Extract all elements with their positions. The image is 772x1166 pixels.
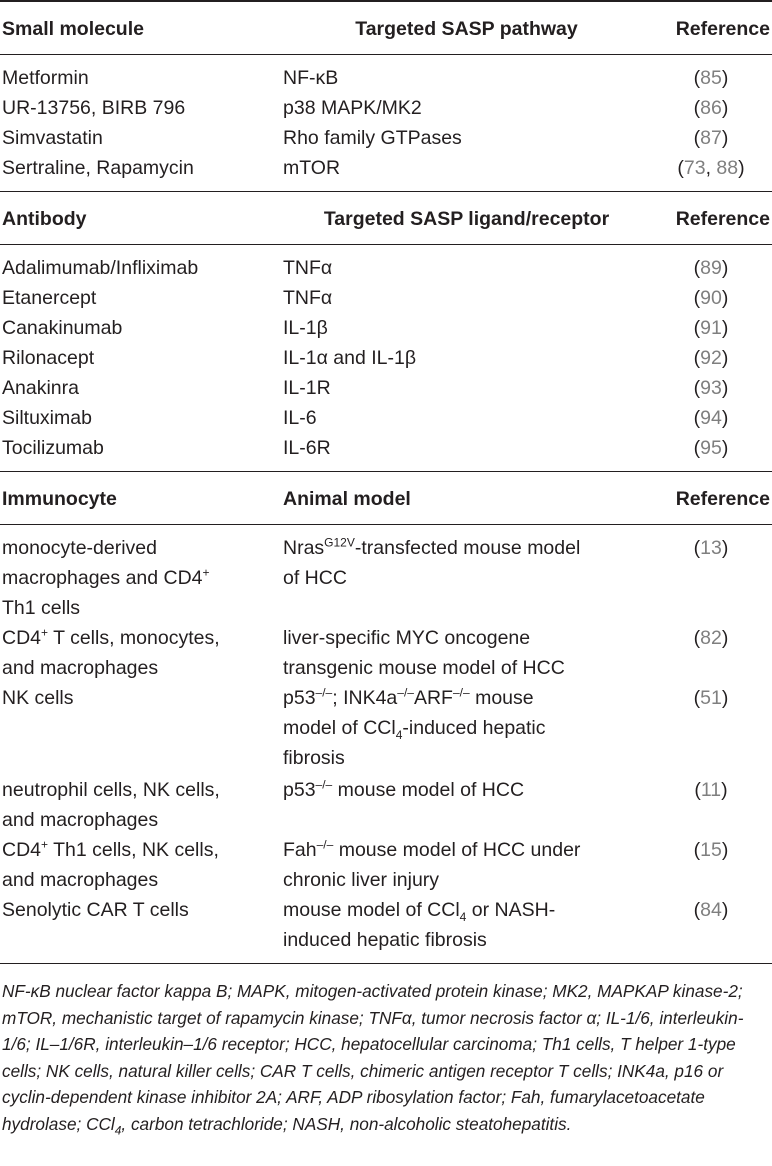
section2-header-row bbox=[0, 192, 772, 245]
row-value: liver-specific MYC oncogene transgenic mouse model of HCC bbox=[283, 627, 565, 679]
reference-link[interactable]: 91 bbox=[700, 317, 722, 339]
row-label: Canakinumab bbox=[2, 317, 123, 339]
reference-link[interactable]: 92 bbox=[700, 347, 722, 369]
reference-link[interactable]: 15 bbox=[700, 839, 722, 861]
row-value: NF-κB bbox=[283, 67, 339, 89]
reference-cell: (94) bbox=[693, 407, 729, 429]
row-label: CD4+ T cells, monocytes, and macrophages bbox=[2, 625, 220, 679]
row-value: p38 MAPK/MK2 bbox=[283, 97, 422, 119]
table-row bbox=[0, 245, 772, 284]
table-row bbox=[0, 775, 772, 835]
header-immunocyte: Immunocyte bbox=[0, 472, 283, 525]
reference-link[interactable]: 84 bbox=[700, 899, 722, 921]
row-value: TNFα bbox=[283, 257, 333, 279]
table-row bbox=[0, 895, 772, 963]
reference-cell: (73, 88) bbox=[650, 153, 772, 192]
header-antibody: Antibody bbox=[0, 192, 283, 245]
row-value: Fah–/– mouse model of HCC under chronic liver injury bbox=[283, 837, 581, 891]
row-label: Metformin bbox=[2, 67, 89, 89]
header-reference: Reference bbox=[650, 192, 772, 245]
reference-cell: (93) bbox=[693, 377, 729, 399]
header-animal-model: Animal model bbox=[283, 472, 650, 525]
row-value: p53–/–; INK4a–/–ARF–/– mouse model of CCl$_4$-induced hepatic fibrosis bbox=[283, 685, 546, 769]
row-value: mouse model of CCl$_4$ or NASH- induced hepatic fibrosis bbox=[283, 899, 556, 951]
row-value: Rho family GTPases bbox=[283, 127, 462, 149]
table-row bbox=[0, 123, 772, 153]
reference-cell: (89) bbox=[693, 257, 729, 279]
reference-cell: (15) bbox=[693, 839, 729, 861]
reference-cell: (11) bbox=[694, 779, 728, 801]
reference-link[interactable]: 94 bbox=[700, 407, 722, 429]
table-row bbox=[0, 623, 772, 683]
reference-link[interactable]: 89 bbox=[700, 257, 722, 279]
header-small-molecule: Small molecule bbox=[0, 1, 283, 55]
reference-cell: (82) bbox=[693, 627, 729, 649]
section1-header-row bbox=[0, 1, 772, 55]
row-value: IL-6R bbox=[283, 433, 650, 472]
header-targeted-pathway: Targeted SASP pathway bbox=[283, 1, 650, 55]
reference-cell: (13) bbox=[693, 537, 729, 559]
reference-cell: (91) bbox=[693, 317, 729, 339]
reference-cell: (95) bbox=[650, 433, 772, 472]
reference-cell: (92) bbox=[693, 347, 729, 369]
row-label: Rilonacept bbox=[2, 347, 95, 369]
table-row bbox=[0, 403, 772, 433]
row-label: CD4+ Th1 cells, NK cells, and macrophages bbox=[2, 837, 219, 891]
row-label: Siltuximab bbox=[2, 407, 92, 429]
row-value: mTOR bbox=[283, 153, 650, 192]
table-row bbox=[0, 343, 772, 373]
reference-link[interactable]: 95 bbox=[700, 437, 722, 459]
row-label: neutrophil cells, NK cells, and macrophages bbox=[2, 779, 220, 831]
reference-link[interactable]: 85 bbox=[700, 67, 722, 89]
reference-cell: (87) bbox=[693, 127, 729, 149]
row-value: p53–/– mouse model of HCC bbox=[283, 777, 525, 801]
row-label: Etanercept bbox=[2, 287, 97, 309]
table-row bbox=[0, 153, 772, 192]
reference-link[interactable]: 13 bbox=[700, 537, 722, 559]
row-label: Anakinra bbox=[2, 377, 79, 399]
table-footnote: NF-κB nuclear factor kappa B; MAPK, mitogen-activated protein kinase; MK2, MAPKAP kinase-2; mTOR, mechanistic target of rapamycin kinase; TNFα, tumor necrosis factor α; IL-1/6, interleukin-1/6; IL–1/6R, interleukin–1/6 receptor; HCC, hepatocellular carcinoma; Th1 cells, T helper 1-type cells; NK cells, natural killer cells; CAR T cells, chimeric antigen receptor T cells; INK4a, p16 or cyclin-dependent kinase inhibitor 2A; ARF, ADP ribosylation factor; Fah, fumarylacetoacetate hydrolase; CCl$_4$, carbon tetrachloride; NASH, non-alcoholic steatohepatitis. bbox=[0, 963, 772, 1137]
section3-header-row bbox=[0, 472, 772, 525]
table-row bbox=[0, 835, 772, 895]
header-reference: Reference bbox=[650, 1, 772, 55]
row-label: Simvastatin bbox=[2, 127, 103, 149]
row-value: TNFα bbox=[283, 287, 333, 309]
reference-cell: (84) bbox=[693, 899, 729, 921]
row-label: UR-13756, BIRB 796 bbox=[2, 97, 186, 119]
reference-link[interactable]: 82 bbox=[700, 627, 722, 649]
reference-link[interactable]: 93 bbox=[700, 377, 722, 399]
row-label: monocyte-derived macrophages and CD4+ Th1 cells bbox=[2, 537, 210, 619]
row-value: IL-6 bbox=[283, 407, 317, 429]
row-label: Senolytic CAR T cells bbox=[2, 899, 189, 921]
table-row bbox=[0, 93, 772, 123]
table-row bbox=[0, 525, 772, 624]
row-label: Sertraline, Rapamycin bbox=[0, 153, 283, 192]
reference-cell: (51) bbox=[693, 687, 729, 709]
table-row bbox=[0, 55, 772, 94]
reference-link[interactable]: 87 bbox=[700, 127, 722, 149]
header-targeted-ligand: Targeted SASP ligand/receptor bbox=[283, 192, 650, 245]
table-row bbox=[0, 433, 772, 472]
row-value: IL-1β bbox=[283, 317, 328, 339]
row-value: IL-1α and IL-1β bbox=[283, 347, 417, 369]
reference-link[interactable]: 73 bbox=[683, 157, 706, 179]
table-row bbox=[0, 313, 772, 343]
reference-link[interactable]: 90 bbox=[700, 287, 722, 309]
reference-link[interactable]: 88 bbox=[716, 157, 739, 179]
row-label: Adalimumab/Infliximab bbox=[2, 257, 199, 279]
reference-link[interactable]: 51 bbox=[700, 687, 722, 709]
reference-cell: (86) bbox=[693, 97, 729, 119]
row-value: Nras$^{G12V}$-transfected mouse model of HCC bbox=[283, 535, 581, 589]
table-row bbox=[0, 283, 772, 313]
row-label: Tocilizumab bbox=[0, 433, 283, 472]
table-row bbox=[0, 373, 772, 403]
row-label: NK cells bbox=[2, 687, 74, 709]
row-value: IL-1R bbox=[283, 377, 331, 399]
table-row bbox=[0, 683, 772, 775]
reference-link[interactable]: 86 bbox=[700, 97, 722, 119]
reference-cell: (90) bbox=[693, 287, 729, 309]
reference-link[interactable]: 11 bbox=[700, 779, 722, 801]
reference-cell: (85) bbox=[693, 67, 729, 89]
header-reference: Reference bbox=[650, 472, 772, 525]
